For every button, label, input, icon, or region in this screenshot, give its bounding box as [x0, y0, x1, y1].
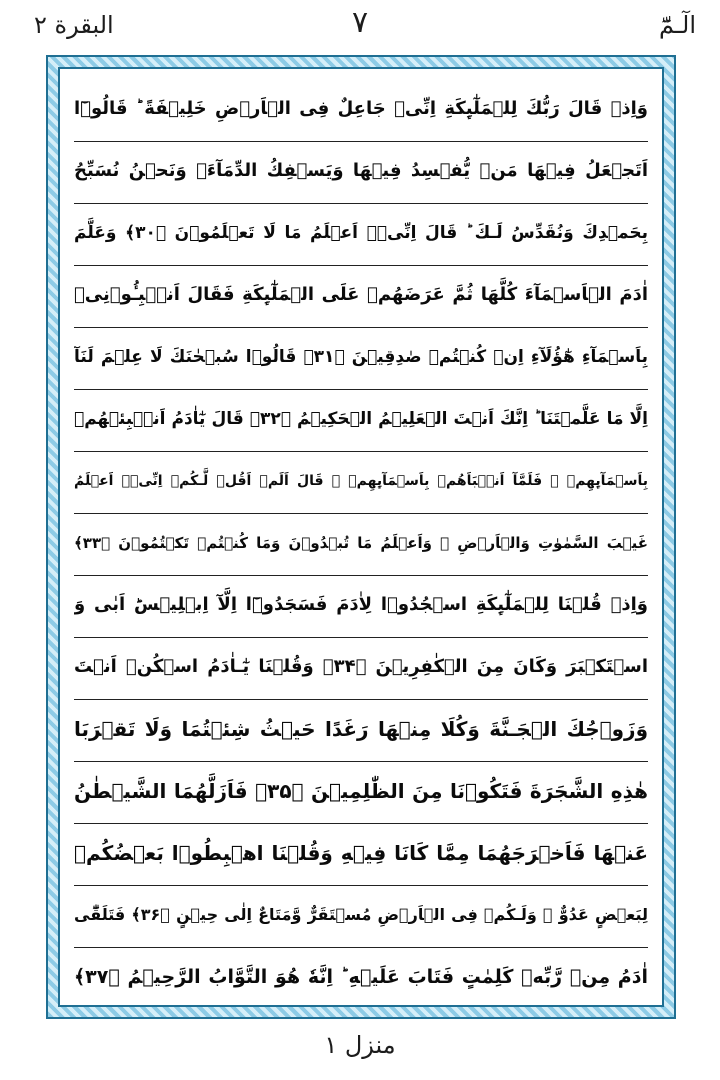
verse-line: اٰدَمَ الۡاَسۡمَآءَ كُلَّهَا ثُمَّ عَرَضَهُمۡ عَلَى الۡمَلٰٓٮِٕكَةِ فَقَالَ اَنۡۢبِـُٔوۡنِىۡ	[74, 284, 648, 305]
verse-line: غَيۡبَ السَّمٰوٰتِ وَالۡاَرۡضِ ۙ وَاَعۡلَمُ مَا تُبۡدُوۡنَ وَمَا كُنۡتُمۡ تَكۡتُمُوۡنَ ﴿۳۳﴾	[74, 534, 648, 552]
header-juz-name: الٓـمّٓ	[659, 11, 696, 39]
verse-line: بِاَسۡمَآءِ هٰٓؤُلَآءِ اِنۡ كُنۡتُمۡ صٰدِقِيۡنَ ﴿۳۱﴾ قَالُوۡا سُبۡحٰنَكَ لَا عِلۡمَ لَنَآ	[74, 347, 648, 367]
verse-line: اَتَجۡعَلُ فِيۡهَا مَنۡ يُّفۡسِدُ فِيۡهَا وَيَسۡفِكُ الدِّمَآءَۚ وَنَحۡنُ نُسَبِّحُ	[74, 160, 648, 181]
verse-line: وَاِذۡ قُلۡنَا لِلۡمَلٰٓٮِٕكَةِ اسۡجُدُوۡا لِاٰدَمَ فَسَجَدُوۡٓا اِلَّآ اِبۡلِيۡسَؕ اَبٰى وَ	[74, 594, 648, 615]
verse-line: عَنۡهَا فَاَخۡرَجَهُمَا مِمَّا كَانَا فِيۡهِ وَقُلۡنَا اهۡبِطُوۡا بَعۡضُكُمۡ	[74, 841, 648, 865]
verse-text-area	[74, 79, 648, 997]
text-panel	[58, 67, 664, 1007]
verse-line: بِاَسۡمَآٮِٕهِمۡ ۚ فَلَمَّآ اَنۡۢبَاَهُمۡ بِاَسۡمَآٮِٕهِمۡ ۙ قَالَ اَلَمۡ اَقُلۡ لَّـكُمۡ اِنِّىۡۤ اَعۡلَمُ	[74, 473, 648, 489]
verse-line: لِبَعۡضٍ عَدُوٌّ ۚ وَلَـكُمۡ فِى الۡاَرۡضِ مُسۡتَقَرٌّ وَّمَتَاعٌ اِلٰى حِيۡنٍ ﴿۳۶﴾ فَتَلَقّٰٓى	[74, 905, 648, 924]
verse-line: وَزَوۡجُكَ الۡجَـنَّةَ وَكُلَا مِنۡهَا رَغَدًا حَيۡثُ شِئۡتُمَا وَلَا تَقۡرَبَا	[74, 717, 648, 741]
verse-line: هٰذِهِ الشَّجَرَةَ فَتَكُوۡنَا مِنَ الظّٰلِمِيۡنَ ﴿۳۵﴾ فَاَزَلَّهُمَا الشَّيۡطٰنُ	[74, 779, 648, 803]
header-surah-name: البقرة ٢	[34, 11, 114, 39]
header-page-number: ٧	[351, 5, 369, 40]
verse-line: اسۡتَكۡبَرَ وَكَانَ مِنَ الۡكٰفِرِيۡنَ ﴿۳۴﴾ وَقُلۡنَا يٰٓـاٰدَمُ اسۡكُنۡ اَنۡتَ	[74, 656, 648, 677]
verse-line: اِلَّا مَا عَلَّمۡتَنَا ؕ اِنَّكَ اَنۡتَ الۡعَلِيۡمُ الۡحَكِيۡمُ ﴿۳۲﴾ قَالَ يٰٓاٰدَمُ اَنۡۢبِئۡهُمۡ	[74, 409, 648, 429]
verse-line: اٰدَمُ مِنۡ رَّبِّهٖ كَلِمٰتٍ فَتَابَ عَلَيۡهِ ؕ اِنَّهٗ هُوَ التَّوَّابُ الرَّحِيۡمُ ﴿۳۷﴾	[74, 966, 648, 988]
verse-line: بِحَمۡدِكَ وَنُقَدِّسُ لَـكَ ؕ قَالَ اِنِّىۡۤ اَعۡلَمُ مَا لَا تَعۡلَمُوۡنَ ﴿۳۰﴾ وَعَلَّمَ	[74, 223, 648, 243]
ornamental-page-border	[46, 55, 676, 1019]
verse-line: وَاِذۡ قَالَ رَبُّكَ لِلۡمَلٰٓٮِٕكَةِ اِنِّىۡ جَاعِلٌ فِى الۡاَرۡضِ خَلِيۡفَةً ؕ قَالُوۡٓا	[74, 98, 648, 119]
footer-manzil: منزل ١	[324, 1031, 396, 1059]
